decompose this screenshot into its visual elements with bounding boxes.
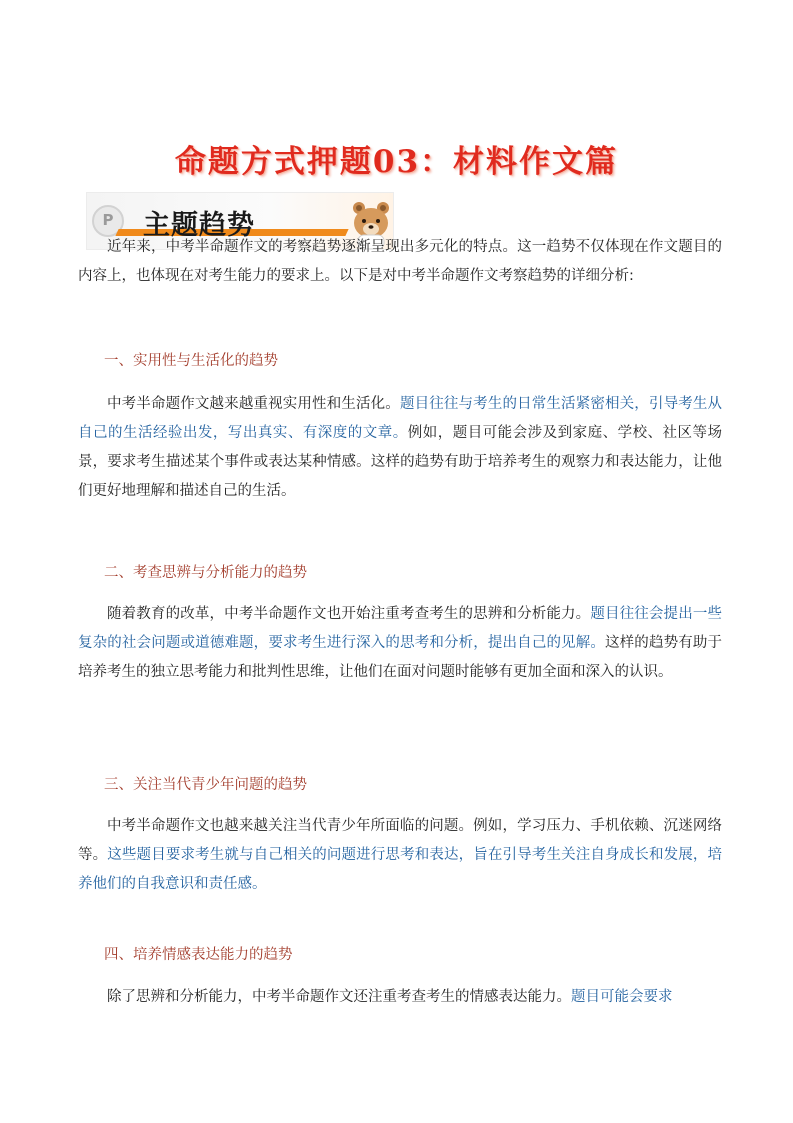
- section-body-text: 中考半命题作文也越来越关注当代青少年所面临的问题。例如，学习压力、手机依赖、沉迷网络等。: [78, 818, 722, 863]
- coin-letter: P: [102, 211, 114, 229]
- section-body-3: [78, 812, 722, 899]
- section-heading-3: 三、关注当代青少年问题的趋势: [104, 777, 307, 793]
- section-body-text: 这样的趋势有助于培养考生的独立思考能力和批判性思维，让他们在面对问题时能够有更加全面和深入的认识。: [78, 635, 723, 680]
- section-body-4: [78, 983, 722, 1012]
- section-body-text: 随着教育的改革，中考半命题作文也开始注重考查考生的思辨和分析能力。: [107, 606, 591, 622]
- section-heading-4: 四、培养情感表达能力的趋势: [104, 947, 293, 963]
- section-body-highlight: 题目往往与考生的日常生活紧密相关，引导考生从自己的生活经验出发，写出真实、有深度的文章。: [78, 396, 723, 441]
- banner-label: 主题趋势: [143, 210, 255, 241]
- section-body-highlight: 这些题目要求考生就与自己相关的问题进行思考和表达，旨在引导考生关注自身成长和发展，培养他们的自我意识和责任感。: [78, 847, 722, 892]
- section-body-2: [78, 600, 722, 687]
- section-heading-2: 二、考查思辨与分析能力的趋势: [104, 565, 307, 581]
- section-body-text: 中考半命题作文越来越重视实用性和生活化。: [107, 396, 400, 412]
- page-title: 命题方式押题03：材料作文篇: [174, 144, 619, 180]
- section-body-highlight: 题目可能会要求: [571, 989, 673, 1005]
- section-body-1: [78, 390, 722, 506]
- section-body-text: 例如，题目可能会涉及到家庭、学校、社区等场景，要求考生描述某个事件或表达某种情感。这样的趋势有助于培养考生的观察力和表达能力，让他们更好地理解和描述自己的生活。: [78, 425, 723, 499]
- intro-paragraph: 近年来，中考半命题作文的考察趋势逐渐呈现出多元化的特点。这一趋势不仅体现在作文题目的内容上，也体现在对考生能力的要求上。以下是对中考半命题作文考察趋势的详细分析:: [78, 239, 722, 284]
- section-body-text: 除了思辨和分析能力，中考半命题作文还注重考查考生的情感表达能力。: [107, 989, 571, 1005]
- section-heading-1: 一、实用性与生活化的趋势: [104, 353, 278, 369]
- section-body-highlight: 题目往往会提出一些复杂的社会问题或道德难题，要求考生进行深入的思考和分析，提出自己的见解。: [78, 606, 722, 651]
